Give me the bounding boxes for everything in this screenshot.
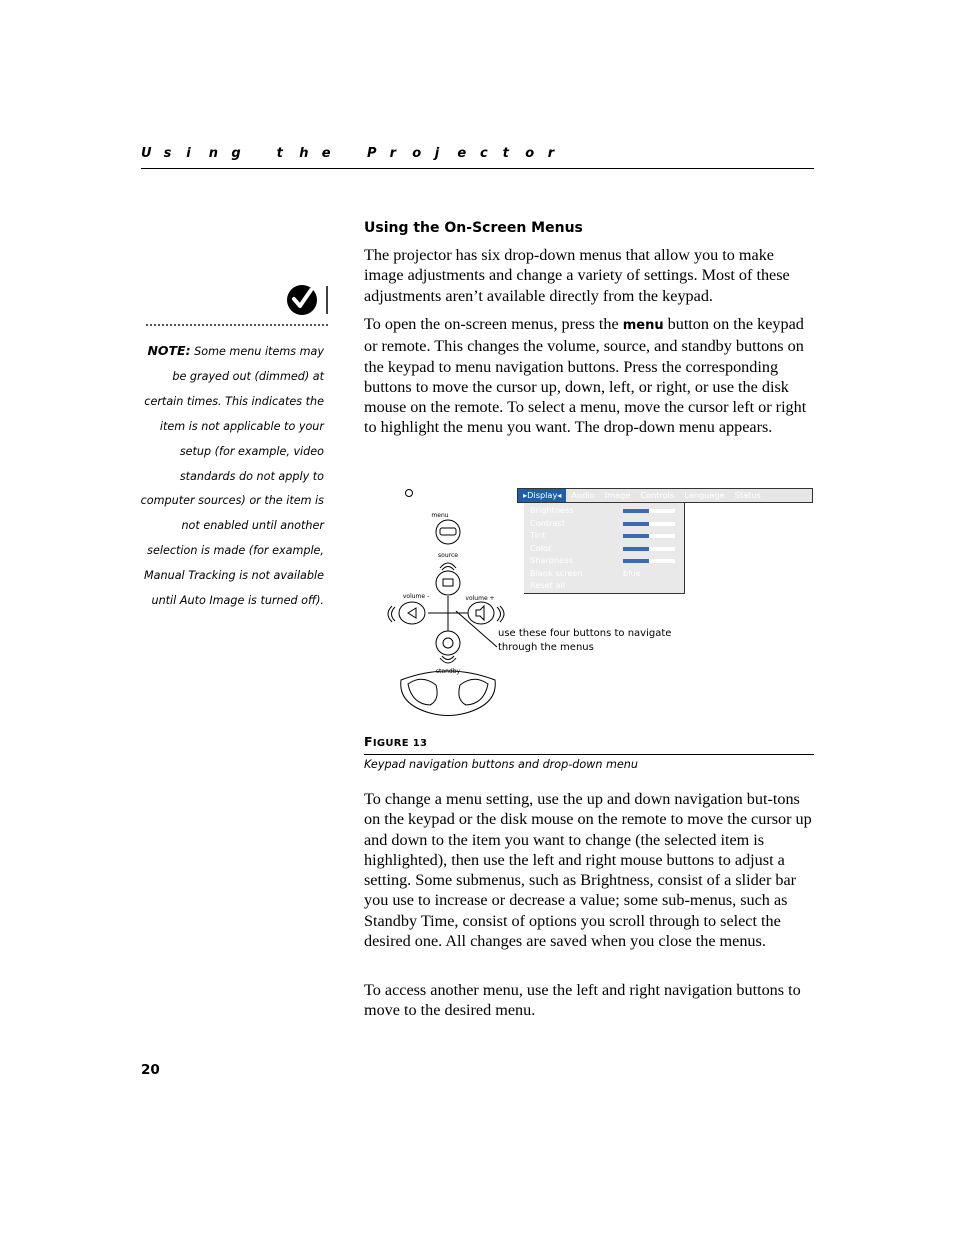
volume-minus-label: volume - [402, 593, 430, 600]
running-header-letter: n [208, 146, 220, 161]
standby-button-label: standby [435, 668, 461, 675]
running-header-letter: h [299, 146, 310, 161]
left-mouse-button [408, 679, 437, 705]
menu-item-slider[interactable] [623, 522, 675, 526]
running-header-letter: r [547, 146, 556, 161]
running-header-letter: j [434, 146, 441, 161]
running-header-letter: P [367, 146, 378, 161]
indicator-light-icon [406, 490, 413, 497]
figure-rule [364, 754, 814, 755]
disk-mouse-outline [401, 671, 496, 716]
slider-fill [623, 547, 649, 551]
source-button [436, 571, 460, 595]
running-header-letter: U [141, 146, 153, 161]
right-mouse-button [459, 679, 488, 705]
slider-fill [623, 534, 649, 538]
para-2-before: To open the on-screen menus, press the [364, 315, 623, 333]
menu-item-label[interactable]: Sharpness [530, 555, 573, 565]
note-body: Some menu items may be grayed out (dimmed) at certain times. This indicates the item is not applicable to your setup (for example, video standards do not apply to computer sources) or the item is not enabled until another selection is made (for example, Manual Tracking is not available until Auto Image is turned off). [140, 345, 324, 608]
menu-item-label[interactable]: Color [530, 542, 552, 553]
menu-tab-display[interactable]: ▸Display◂ [518, 489, 566, 502]
menu-item-slider[interactable] [623, 509, 675, 513]
note-text [138, 339, 324, 614]
menu-tab-status[interactable]: Status [734, 490, 761, 500]
menu-keyword: menu [622, 318, 664, 333]
slider-fill [623, 509, 649, 513]
up-chevron-icon [440, 563, 456, 568]
menu-item-label[interactable]: Contrast [530, 517, 565, 528]
volume-minus-button [399, 602, 425, 624]
menu-item-label[interactable]: Brightness [530, 505, 574, 515]
note-checkmark-icon [286, 284, 330, 316]
slider-fill [623, 559, 649, 563]
header-rule [141, 168, 814, 169]
figure-label-initial: F [364, 734, 373, 749]
running-header-letter: o [412, 146, 423, 161]
running-header-letter: t [276, 146, 284, 161]
running-header-letter: o [525, 146, 536, 161]
figure-label [364, 734, 427, 749]
note-label: NOTE: [147, 343, 191, 358]
figure-13 [370, 482, 815, 722]
running-header-letter: i [186, 146, 192, 161]
menu-item-slider[interactable] [623, 547, 675, 551]
standby-button [436, 631, 460, 655]
menu-item-slider[interactable] [623, 534, 675, 538]
menu-tab-image[interactable]: Image [604, 490, 631, 500]
page-number: 20 [141, 1062, 160, 1078]
menu-item-value: blue [623, 567, 641, 578]
menu-tab-controls[interactable]: Controls [640, 490, 675, 500]
menu-item-label[interactable]: Blank screen [530, 567, 583, 578]
para-2-after: button on the keypad or remote. This changes the volume, source, and standby buttons on the keypad to menu navigation buttons. Press the corresponding buttons to move the cursor up, down, left, or right, or use the disk mouse on the remote. To select a menu, move the cursor left or right to highlight the menu you want. The drop-down menu appears. [364, 315, 807, 437]
figure-label-rest: IGURE 13 [372, 738, 428, 749]
open-menus-paragraph [364, 314, 816, 438]
menu-tab-language[interactable]: Language [684, 490, 725, 500]
running-header-letter: g [231, 146, 242, 161]
onscreen-menu-sample [517, 488, 813, 594]
volume-plus-label: volume + [465, 595, 495, 602]
menu-tab-audio[interactable]: Audio [571, 490, 595, 500]
running-header-letter: c [480, 146, 489, 161]
source-button-label: source [438, 552, 458, 559]
running-header-letter: e [321, 146, 332, 161]
menu-item-slider[interactable] [623, 559, 675, 563]
menu-button-label: menu [431, 512, 449, 519]
intro-paragraph: The projector has six drop-down menus that allow you to make image adjustments and change a variety of settings. Most of these adjustments aren’t available directly from the keypad. [364, 246, 790, 305]
keypad-illustration [370, 482, 515, 722]
navigation-callout: use these four buttons to navigate through the menus [498, 628, 672, 653]
figure-caption: Keypad navigation buttons and drop-down menu [364, 758, 638, 771]
menu-item-label[interactable]: Tint [530, 530, 546, 540]
running-header-letter: t [502, 146, 510, 161]
menu-tab-bar [517, 488, 813, 503]
down-chevron-icon [440, 658, 456, 663]
access-menu-paragraph: To access another menu, use the left and right navigation buttons to move to the desired menu. [364, 981, 801, 1020]
display-dropdown-panel [524, 503, 685, 594]
volume-plus-button [468, 602, 494, 624]
note-divider [146, 324, 328, 326]
change-setting-paragraph: To change a menu setting, use the up and down navigation but-tons on the keypad or the disk mouse on the remote to move the cursor up and down to the item you want to change (the selected item is highlighted), then use the left and right mouse buttons to adjust a setting. Some submenus, such as Brightness, consist of a slider bar you use to increase or decrease a value; some sub-menus, such as Standby Time, consist of options you scroll through to select the desired one. All changes are saved when you close the menus. [364, 790, 812, 951]
running-header-letter: e [457, 146, 468, 161]
menu-item-label[interactable]: Reset all [530, 580, 566, 590]
running-header-letter: s [163, 146, 173, 161]
running-header-letter: r [389, 146, 398, 161]
slider-fill [623, 522, 649, 526]
section-heading: Using the On-Screen Menus [364, 220, 583, 236]
